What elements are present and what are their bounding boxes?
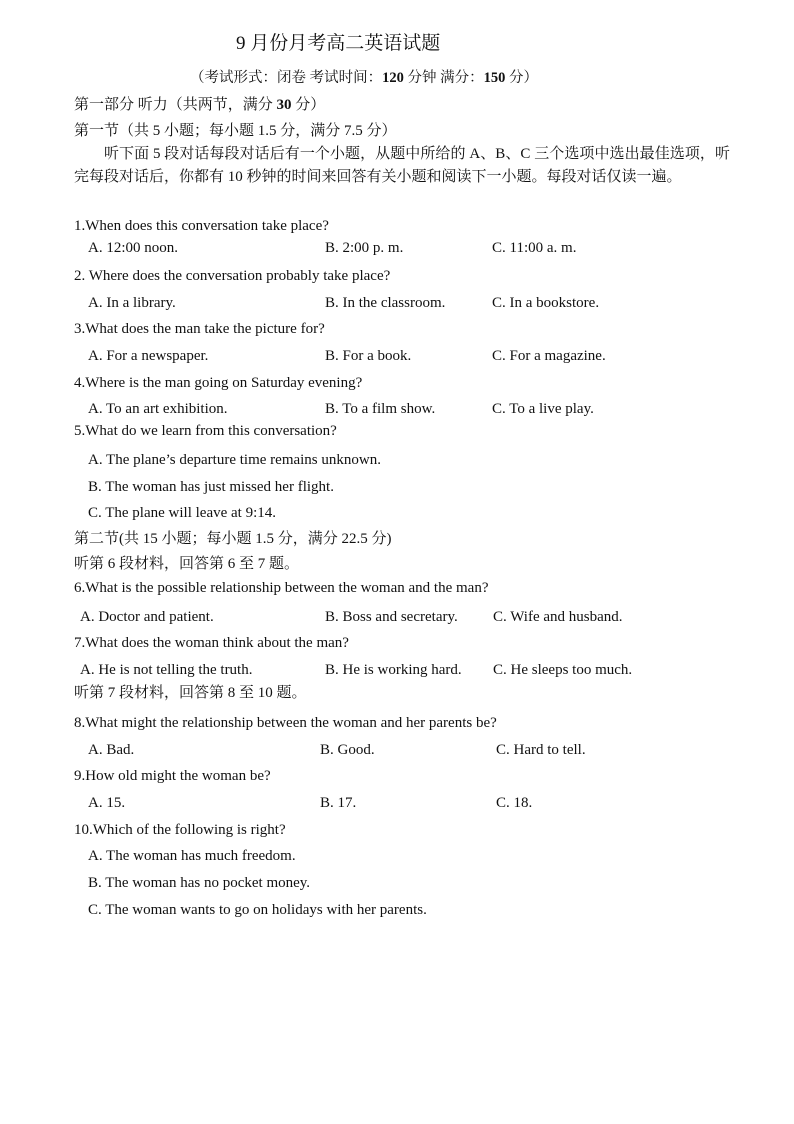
option-b: B. To a film show.: [325, 401, 436, 417]
option-b: B. He is working hard.: [325, 662, 462, 678]
option-b: B. Boss and secretary.: [325, 609, 458, 625]
section2-heading: 第二节(共 15 小题；每小题 1.5 分，满分 22.5 分): [74, 531, 392, 547]
option-a: A. The woman has much freedom.: [88, 848, 296, 864]
question-stem: 5.What do we learn from this conversation?: [74, 423, 337, 439]
full-score-unit: 分）: [505, 70, 538, 86]
option-a: A. To an art exhibition.: [88, 401, 228, 417]
option-b: B. Good.: [320, 742, 375, 758]
page-title: 9 月份月考高二英语试题: [236, 33, 441, 54]
option-a: A. The plane’s departure time remains unknown.: [88, 452, 381, 468]
exam-time: 120: [382, 70, 404, 86]
part1-heading: [74, 95, 325, 115]
question-stem: 2. Where does the conversation probably take place?: [74, 268, 391, 284]
option-b: B. For a book.: [325, 348, 412, 364]
option-b: B. 2:00 p. m.: [325, 240, 404, 256]
option-a: A. In a library.: [88, 295, 176, 311]
exam-time-unit: 分钟 满分：: [403, 70, 484, 86]
question-stem: 10.Which of the following is right?: [74, 822, 286, 838]
option-a: A. He is not telling the truth.: [80, 662, 253, 678]
option-b: B. In the classroom.: [325, 295, 446, 311]
exam-form-label: （考试形式：闭卷 考试时间：: [190, 70, 383, 86]
option-a: A. 15.: [88, 795, 126, 811]
option-c: C. For a magazine.: [492, 348, 606, 364]
question-stem: 8.What might the relationship between the woman and her parents be?: [74, 715, 497, 731]
question-stem: 9.How old might the woman be?: [74, 768, 271, 784]
option-a: A. 12:00 noon.: [88, 240, 178, 256]
option-c: C. Wife and husband.: [493, 609, 623, 625]
part1-heading-suffix: 分）: [291, 97, 326, 113]
option-c: C. 11:00 a. m.: [492, 240, 577, 256]
material-7-instruction: 听第 7 段材料，回答第 8 至 10 题。: [74, 685, 307, 701]
part1-heading-prefix: 第一部分 听力（共两节，满分: [74, 97, 277, 113]
section1-heading: 第一节（共 5 小题；每小题 1.5 分，满分 7.5 分）: [74, 123, 397, 139]
option-a: A. For a newspaper.: [88, 348, 209, 364]
option-c: C. Hard to tell.: [496, 742, 586, 758]
question-stem: 3.What does the man take the picture for?: [74, 321, 325, 337]
option-b: B. 17.: [320, 795, 357, 811]
section1-instructions: 听下面 5 段对话每段对话后有一个小题，从题中所给的 A、B、C 三个选项中选出最佳选项，听完每段对话后，你都有 10 秒钟的时间来回答有关小题和阅读下一小题。每段对话仅读一遍。: [74, 146, 730, 185]
option-b: B. The woman has no pocket money.: [88, 875, 311, 891]
option-c: C. 18.: [496, 795, 533, 811]
option-c: C. The woman wants to go on holidays with her parents.: [88, 902, 427, 918]
option-c: C. To a live play.: [492, 401, 594, 417]
full-score: 150: [483, 70, 506, 86]
part1-heading-score: 30: [276, 97, 292, 113]
option-b: B. The woman has just missed her flight.: [88, 479, 334, 495]
option-c: C. He sleeps too much.: [493, 662, 633, 678]
option-c: C. In a bookstore.: [492, 295, 600, 311]
question-stem: 4.Where is the man going on Saturday evening?: [74, 375, 363, 391]
question-stem: 6.What is the possible relationship between the woman and the man?: [74, 580, 489, 596]
option-c: C. The plane will leave at 9:14.: [88, 505, 277, 521]
option-a: A. Bad.: [88, 742, 135, 758]
exam-meta: [190, 68, 538, 88]
option-a: A. Doctor and patient.: [80, 609, 214, 625]
question-stem: 1.When does this conversation take place?: [74, 218, 329, 234]
material-6-instruction: 听第 6 段材料，回答第 6 至 7 题。: [74, 556, 300, 572]
question-stem: 7.What does the woman think about the man?: [74, 635, 349, 651]
